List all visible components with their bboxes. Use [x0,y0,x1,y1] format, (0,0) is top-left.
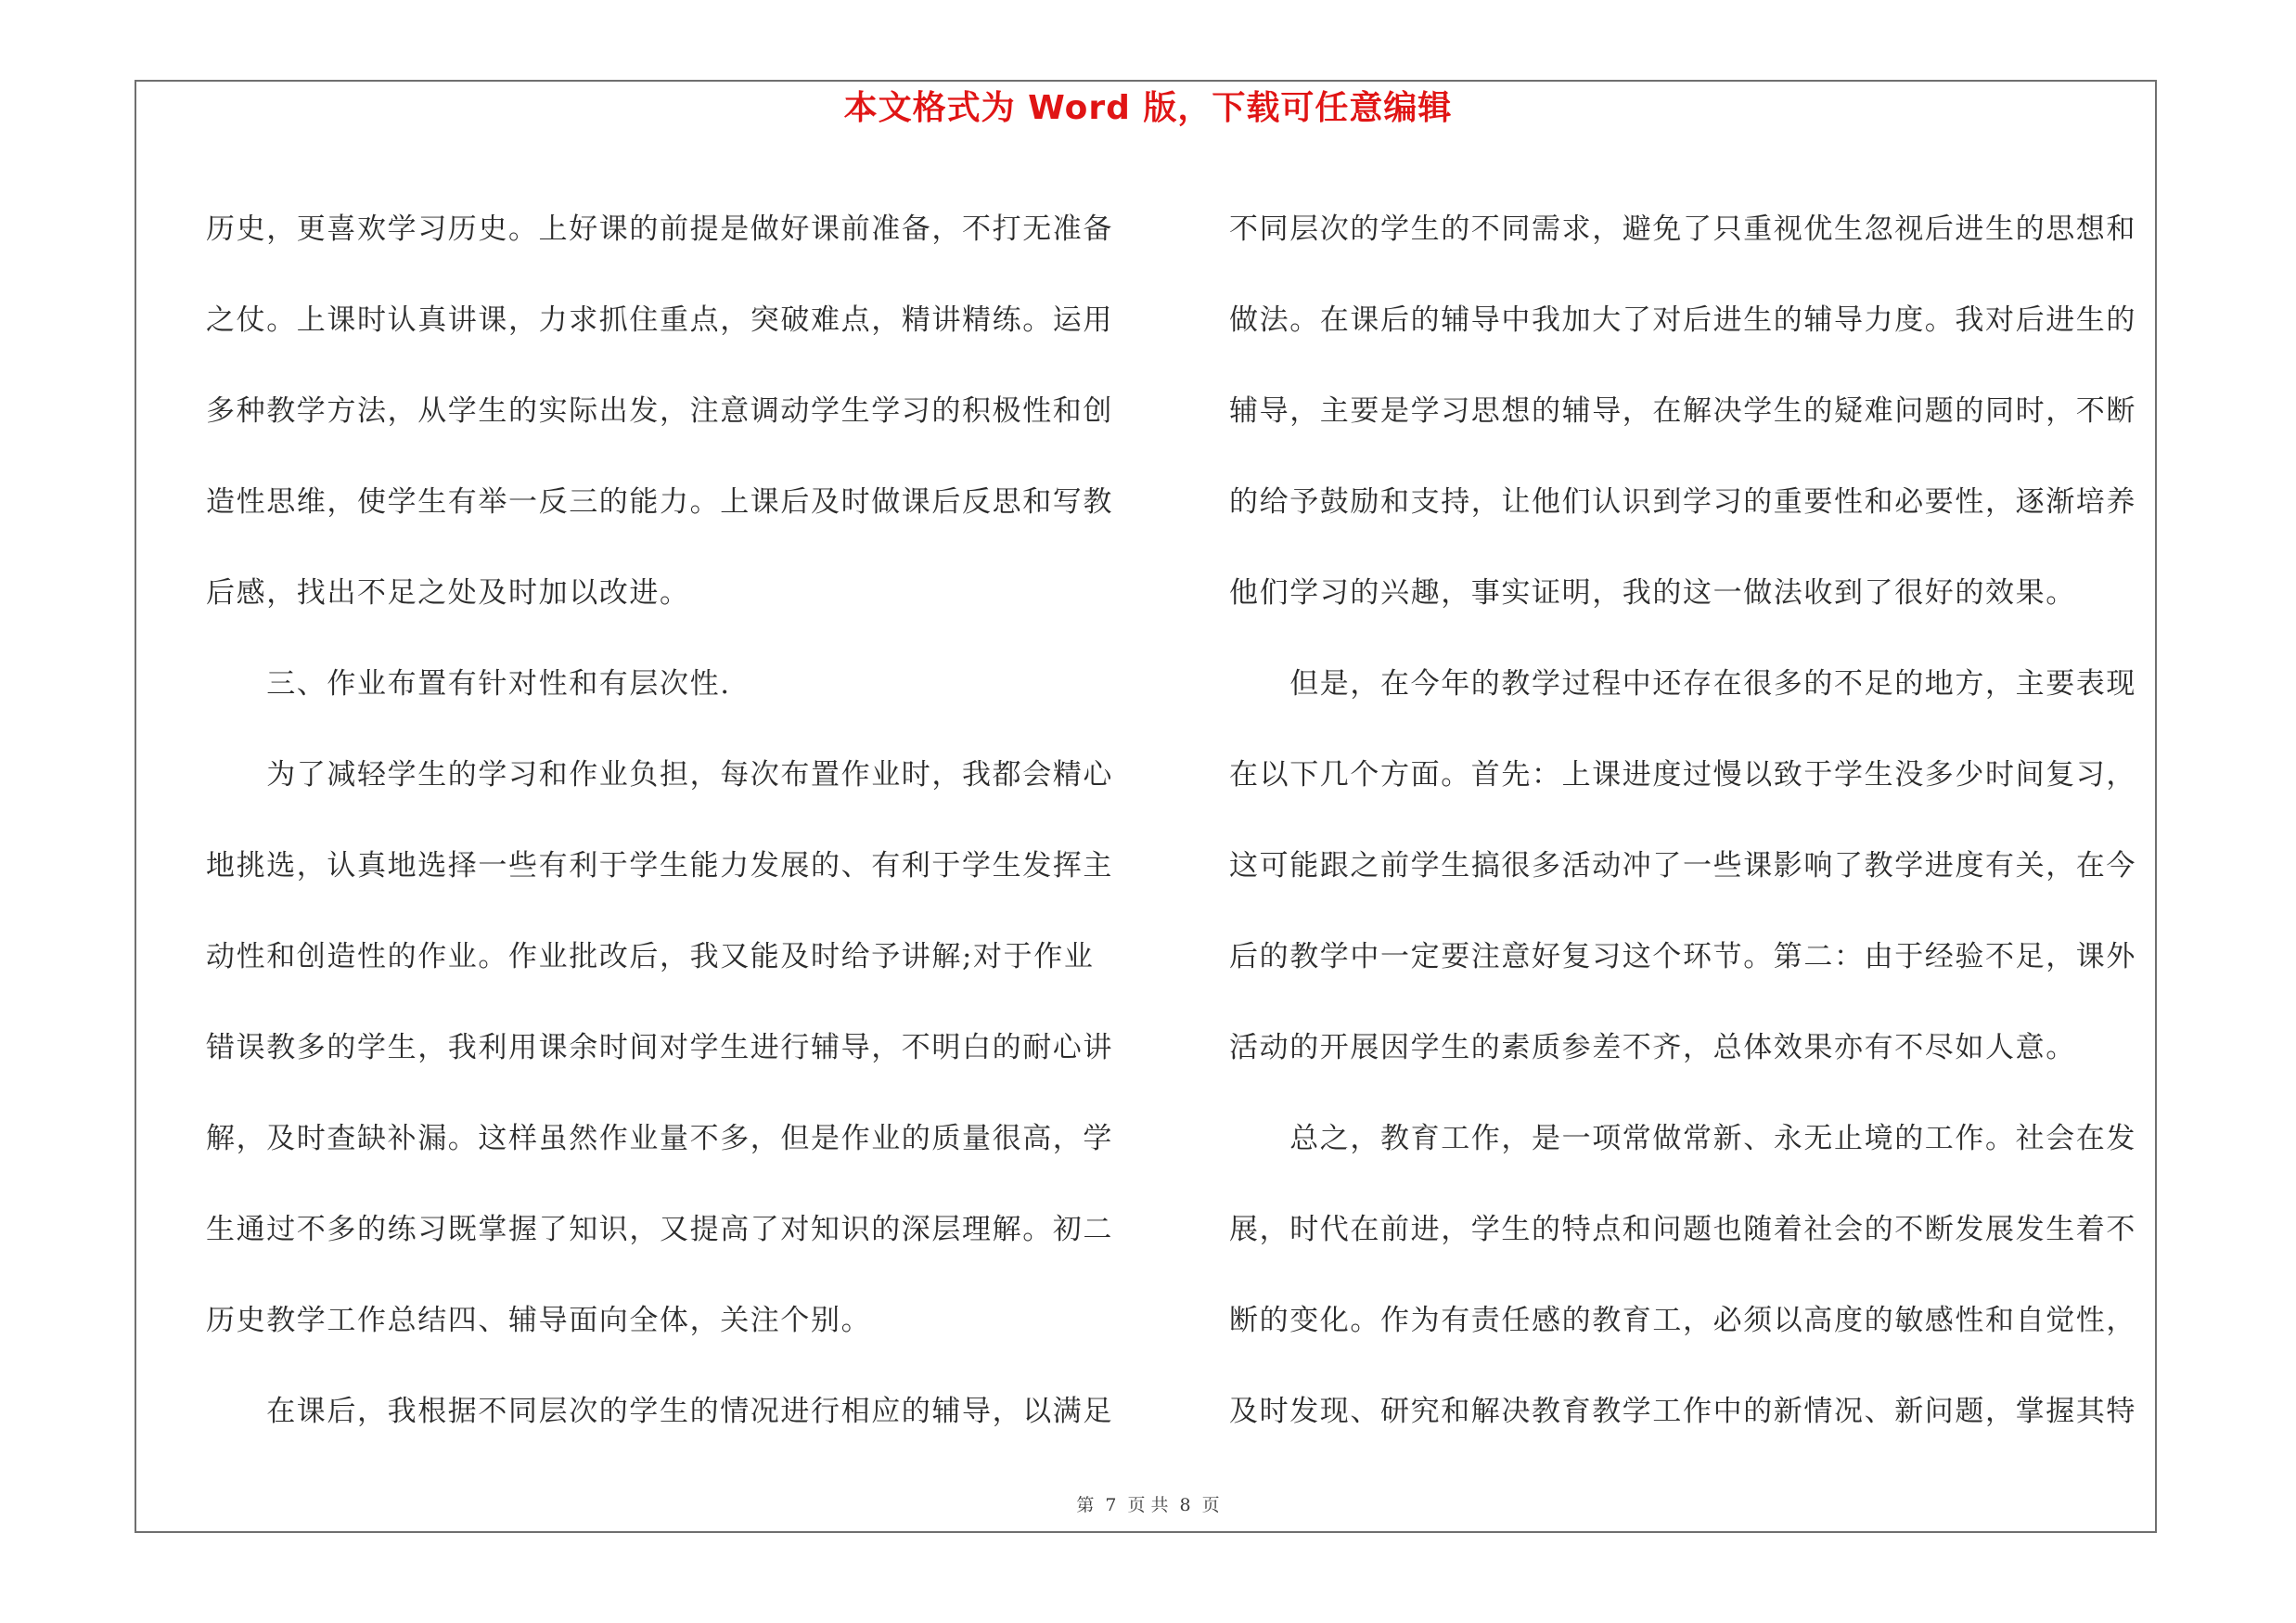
text-line: 后的教学中一定要注意好复习这个环节。第二：由于经验不足，课外 [1229,940,2136,973]
text-line: 辅导，主要是学习思想的辅导，在解决学生的疑难问题的同时，不断 [1229,394,2136,428]
text-line: 但是，在今年的教学过程中还存在很多的不足的地方，主要表现 [1229,667,2136,701]
text-line: 他们学习的兴趣，事实证明，我的这一做法收到了很好的效果。 [1229,576,2076,610]
left-column [206,184,1124,1457]
text-line: 断的变化。作为有责任感的教育工，必须以高度的敏感性和自觉性， [1229,1304,2136,1337]
text-line: 解，及时查缺补漏。这样虽然作业量不多，但是作业的质量很高，学 [206,1122,1113,1155]
text-line: 总之，教育工作，是一项常做常新、永无止境的工作。社会在发 [1229,1122,2136,1155]
text-line: 及时发现、研究和解决教育教学工作中的新情况、新问题，掌握其特 [1229,1395,2136,1428]
text-line: 造性思维，使学生有举一反三的能力。上课后及时做课后反思和写教 [206,485,1113,519]
text-line: 历史教学工作总结四、辅导面向全体，关注个别。 [206,1304,872,1337]
footer-prefix: 第 [1076,1495,1095,1515]
footer-suffix: 页 [1201,1495,1220,1515]
page-footer [0,1494,2296,1516]
text-line: 这可能跟之前学生搞很多活动冲了一些课影响了教学进度有关，在今 [1229,849,2136,882]
right-column [1229,184,2148,1457]
section-heading: 三、作业布置有针对性和有层次性. [206,667,731,701]
text-line: 在以下几个方面。首先：上课进度过慢以致于学生没多少时间复习， [1229,758,2136,792]
text-line: 生通过不多的练习既掌握了知识，又提高了对知识的深层理解。初二 [206,1213,1113,1246]
text-line: 之仗。上课时认真讲课，力求抓住重点，突破难点，精讲精练。运用 [206,303,1113,337]
text-line: 错误教多的学生，我利用课余时间对学生进行辅导，不明白的耐心讲 [206,1031,1113,1064]
text-line: 的给予鼓励和支持，让他们认识到学习的重要性和必要性，逐渐培养 [1229,485,2136,519]
total-page-count: 8 [1179,1495,1191,1515]
footer-mid: 页 共 [1127,1495,1169,1515]
text-line: 做法。在课后的辅导中我加大了对后进生的辅导力度。我对后进生的 [1229,303,2136,337]
current-page-number: 7 [1105,1495,1117,1515]
text-line: 多种教学方法，从学生的实际出发，注意调动学生学习的积极性和创 [206,394,1113,428]
text-line: 后感，找出不足之处及时加以改进。 [206,576,690,610]
text-line: 在课后，我根据不同层次的学生的情况进行相应的辅导，以满足 [206,1395,1113,1428]
text-line: 动性和创造性的作业。作业批改后，我又能及时给予讲解;对于作业 [206,940,1095,973]
text-line: 不同层次的学生的不同需求，避免了只重视优生忽视后进生的思想和 [1229,213,2136,246]
text-line: 活动的开展因学生的素质参差不齐，总体效果亦有不尽如人意。 [1229,1031,2076,1064]
text-line: 为了减轻学生的学习和作业负担，每次布置作业时，我都会精心 [206,758,1113,792]
format-banner: 本文格式为 Word 版，下载可任意编辑 [843,89,1453,127]
text-line: 展，时代在前进，学生的特点和问题也随着社会的不断发展发生着不 [1229,1213,2136,1246]
text-line: 地挑选，认真地选择一些有利于学生能力发展的、有利于学生发挥主 [206,849,1113,882]
text-line: 历史，更喜欢学习历史。上好课的前提是做好课前准备，不打无准备 [206,213,1113,246]
